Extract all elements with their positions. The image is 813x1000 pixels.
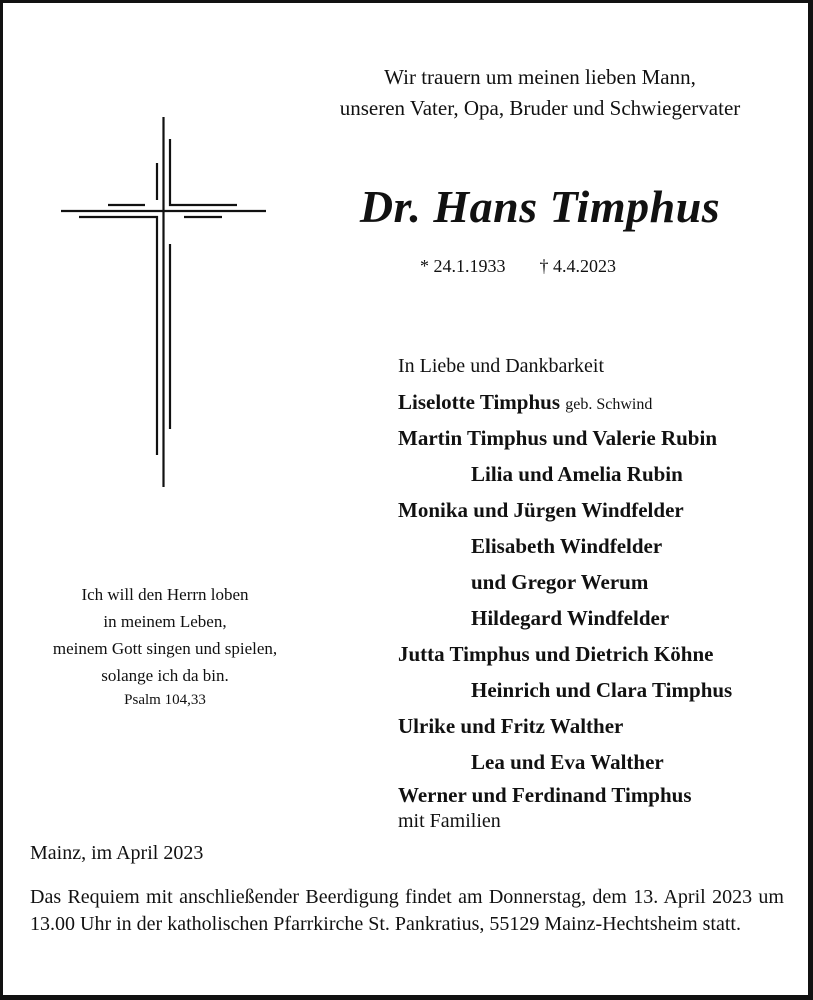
mourners-list xyxy=(398,351,798,835)
mourner-line: Jutta Timphus und Dietrich Köhne xyxy=(398,642,714,666)
mourner-line: mit Familien xyxy=(398,810,501,832)
mourner-line: Monika und Jürgen Windfelder xyxy=(398,498,684,522)
mourner-line: Ulrike und Fritz Walther xyxy=(398,714,624,738)
mourner-line: Heinrich und Clara Timphus xyxy=(471,678,733,702)
mourner-line: Martin Timphus und Valerie Rubin xyxy=(398,426,717,450)
psalm-line: in meinem Leben, xyxy=(103,612,227,631)
life-dates xyxy=(420,254,670,278)
intro-line: Wir trauern um meinen lieben Mann, xyxy=(384,65,696,89)
mourner-line: Elisabeth Windfelder xyxy=(471,534,663,558)
psalm-line: solange ich da bin. xyxy=(101,666,229,685)
deceased-name: Dr. Hans Timphus xyxy=(359,181,721,232)
mourner-line: Liselotte Timphus geb. Schwind xyxy=(398,390,653,414)
mourner-line: Hildegard Windfelder xyxy=(471,606,670,630)
psalm-quote xyxy=(20,581,310,711)
mourner-line: In Liebe und Dankbarkeit xyxy=(398,355,605,377)
place-date: Mainz, im April 2023 xyxy=(30,842,204,864)
maiden-name: geb. Schwind xyxy=(565,396,653,413)
psalm-line: meinem Gott singen und spielen, xyxy=(52,639,278,658)
mourner-line: Werner und Ferdinand Timphus xyxy=(398,783,692,807)
mourner-line: Lea und Eva Walther xyxy=(471,750,664,774)
death-date: † 4.4.2023 xyxy=(539,256,616,276)
intro-text xyxy=(290,62,790,124)
mourner-line: und Gregor Werum xyxy=(471,570,649,594)
service-details: Das Requiem mit anschließender Beerdigung findet am Donnerstag, dem 13. April 2023 um 13.00 Uhr in der katholischen Pfarrkirche St. Pankratius, 55129 Mainz-Hechtsheim statt. xyxy=(30,886,784,935)
intro-line: unseren Vater, Opa, Bruder und Schwiegervater xyxy=(339,96,741,120)
birth-date: * 24.1.1933 xyxy=(420,256,506,276)
mourner-line: Lilia und Amelia Rubin xyxy=(471,462,683,486)
psalm-line: Ich will den Herrn loben xyxy=(81,585,249,604)
psalm-reference: Psalm 104,33 xyxy=(124,692,206,708)
